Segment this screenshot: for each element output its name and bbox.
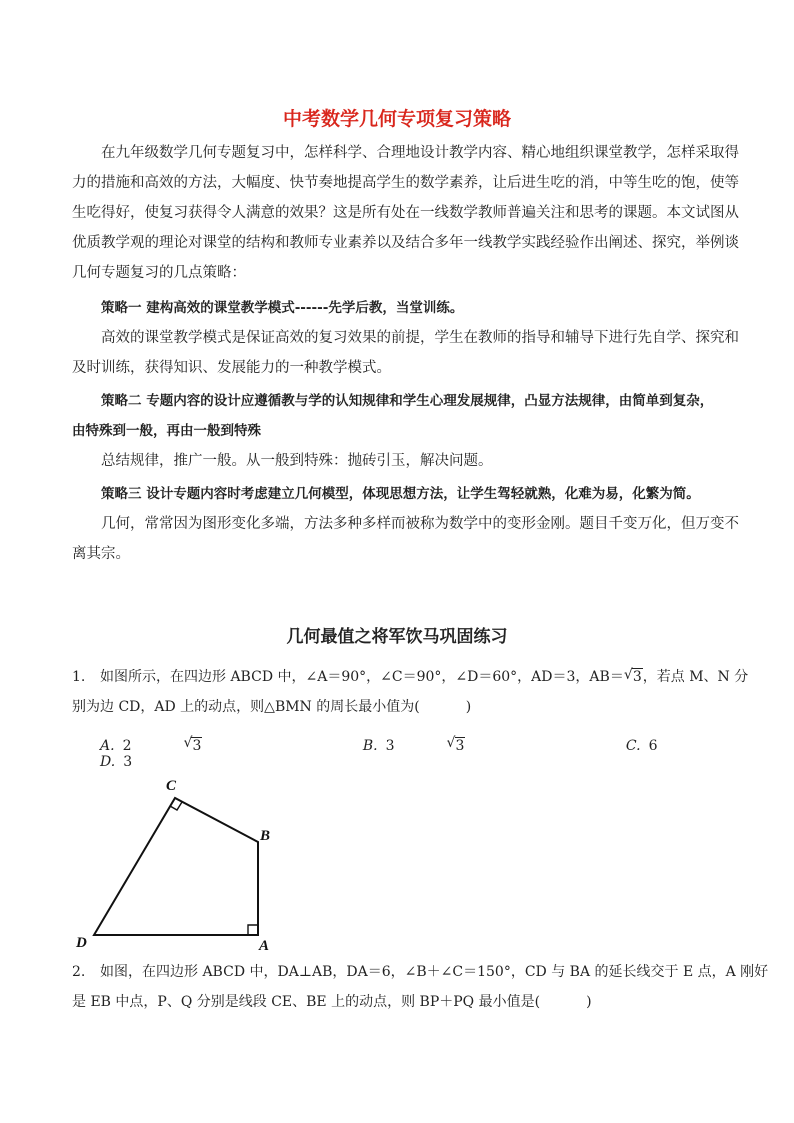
- sqrt-expression: [183, 737, 254, 754]
- strategy3-body-line: 几何，常常因为图形变化多端，方法多种多样而被称为数学中的变形金刚。题目千变万化，但万变不: [101, 516, 739, 532]
- option-a: [100, 737, 306, 754]
- option-b: [363, 737, 570, 754]
- intro-paragraph: [72, 138, 739, 288]
- question-text: 别为边 CD，AD 上的动点，则△BMN 的周长最小值为(: [72, 699, 420, 715]
- strategy2-body: 总结规律，推广一般。从一般到特殊：抛砖引玉，解决问题。: [101, 453, 493, 469]
- right-angle-mark-a: [248, 925, 258, 935]
- question-text-end: ): [586, 994, 592, 1010]
- radical-sign: √: [623, 667, 633, 683]
- radicand: 3: [632, 669, 642, 685]
- option-value: 6: [648, 738, 658, 754]
- radicand: 3: [192, 738, 202, 754]
- strategy1-body-line: 及时训练，获得知识、发展能力的一种教学模式。: [72, 360, 391, 376]
- strategy3-heading: 策略三 设计专题内容时考虑建立几何模型，体现思想方法，让学生驾轻就熟，化难为易，化繁为简。: [101, 486, 700, 502]
- option-letter: D.: [100, 754, 116, 770]
- question-text: ，若点 M、N 分: [642, 669, 749, 685]
- question-text: 如图所示，在四边形 ABCD 中，∠A＝90°，∠C＝90°，∠D＝60°，AD＝3，AB＝: [100, 669, 624, 685]
- sqrt-expression: [447, 737, 518, 754]
- option-c: [626, 738, 710, 754]
- vertex-label-c: C: [166, 778, 177, 794]
- intro-line: 几何专题复习的几点策略：: [72, 265, 246, 281]
- intro-line: 力的措施和高效的方法，大幅度、快节奏地提高学生的数学素养，让后进生吃的消，中等生吃的饱，使等: [72, 175, 739, 191]
- vertex-label-d: D: [76, 935, 87, 951]
- strategy1-body-line: 高效的课堂教学模式是保证高效的复习效果的前提，学生在教师的指导和辅导下进行先自学、探究和: [101, 330, 739, 346]
- option-d: [100, 754, 184, 770]
- option-letter: A.: [100, 738, 115, 754]
- page-title: 中考数学几何专项复习策略: [282, 108, 511, 130]
- vertex-label-b: B: [260, 828, 271, 844]
- strategy1-heading: 策略一 建构高效的课堂教学模式------先学后教，当堂训练。: [101, 300, 464, 316]
- option-coef: 3: [385, 738, 395, 754]
- strategy3-body-line: 离其宗。: [72, 546, 130, 562]
- question-number: 1.: [72, 669, 86, 685]
- intro-line: 优质教学观的理论对课堂的结构和教师专业素养以及结合多年一线教学实践经验作出阐述、探究，举例谈: [72, 235, 739, 251]
- strategy1-block: [72, 293, 739, 383]
- strategy2-heading: 策略二 专题内容的设计应遵循教与学的认知规律和学生心理发展规律，凸显方法规律，由简单到复杂，: [101, 393, 714, 409]
- question-1: [72, 662, 749, 722]
- strategy2-block: [72, 386, 722, 476]
- intro-line: 生吃得好，使复习获得令人满意的效果？这是所有处在一线数学教师普遍关注和思考的课题。本文试图从: [72, 205, 739, 221]
- option-letter: C.: [625, 738, 641, 754]
- radicand: 3: [455, 738, 465, 754]
- quadrilateral-figure: [70, 770, 290, 955]
- question-number: 2.: [72, 964, 86, 980]
- strategy2-heading: 由特殊到一般，再由一般到特殊: [72, 423, 261, 439]
- question-text-end: ): [465, 699, 472, 715]
- strategy3-block: [72, 479, 739, 569]
- option-coef: 2: [122, 738, 132, 754]
- option-letter: B.: [362, 738, 378, 754]
- sqrt-expression: [624, 662, 643, 692]
- option-value: 3: [123, 754, 133, 770]
- vertex-label-a: A: [259, 938, 270, 954]
- radical-sign: √: [183, 735, 193, 751]
- q1-options: [100, 737, 794, 770]
- radical-sign: √: [446, 735, 456, 751]
- question-text: 是 EB 中点，P、Q 分别是线段 CE、BE 上的动点，则 BP＋PQ 最小值是(: [72, 994, 541, 1010]
- section-title: 几何最值之将军饮马巩固练习: [286, 627, 508, 647]
- question-2: [72, 957, 769, 1017]
- question-text: 如图，在四边形 ABCD 中，DA⊥AB，DA＝6，∠B＋∠C＝150°，CD 与 BA 的延长线交于 E 点，A 刚好: [100, 964, 769, 980]
- intro-line: 在九年级数学几何专题复习中，怎样科学、合理地设计教学内容、精心地组织课堂教学，怎样采取得: [101, 145, 739, 161]
- quadrilateral-abcd: [94, 798, 258, 935]
